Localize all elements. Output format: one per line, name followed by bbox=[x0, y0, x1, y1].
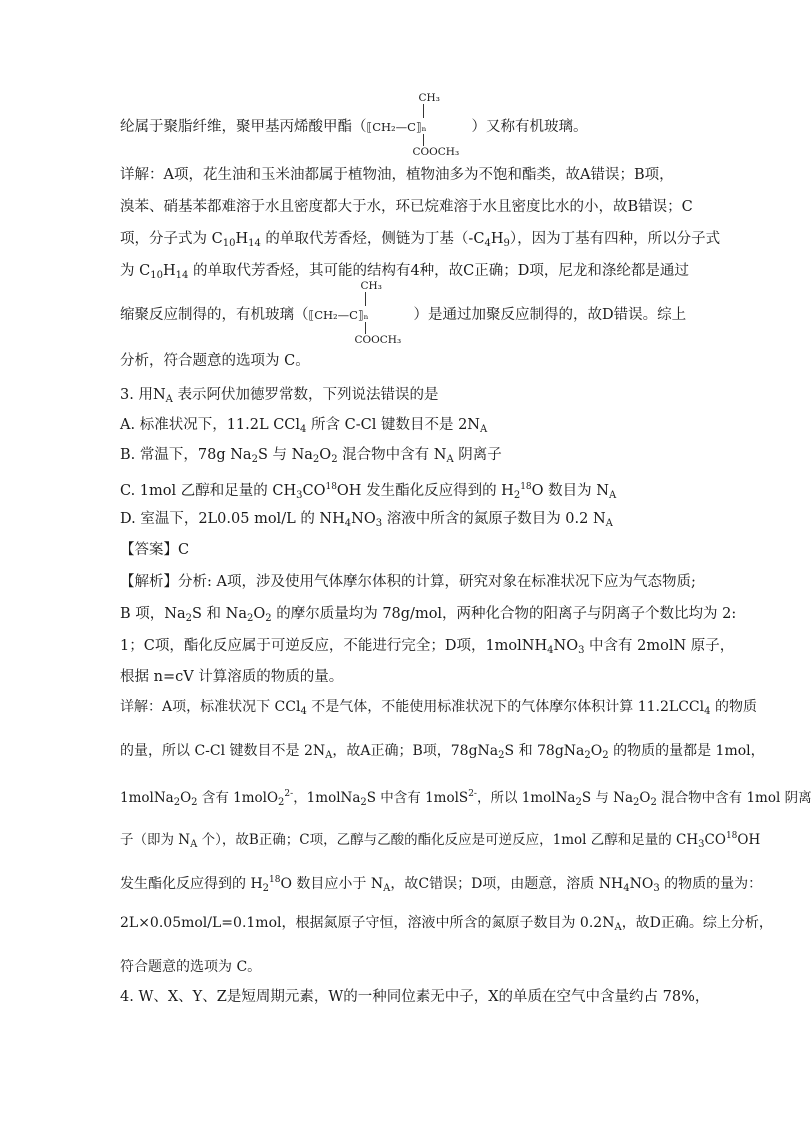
text-line-3 bbox=[120, 198, 693, 216]
pmma-structure-formula bbox=[366, 92, 472, 158]
text-run: 4 bbox=[300, 706, 307, 717]
text-run: 2 bbox=[312, 454, 320, 465]
text-run: 2 bbox=[602, 750, 609, 761]
text-run: 阴离子 bbox=[453, 447, 502, 463]
text-run: A bbox=[190, 839, 198, 850]
text-run: 的摩尔质量均为 78g/mol，两种化合物的阳离子与阴离子个数比均为 2: bbox=[271, 606, 737, 622]
text-run: O 数目应小于 N bbox=[280, 876, 384, 892]
detail-line-4 bbox=[120, 826, 760, 855]
text-run: 3 bbox=[296, 490, 303, 501]
text-run: 2 bbox=[265, 613, 272, 624]
text-run: 2- bbox=[468, 789, 477, 799]
detail-line-3 bbox=[120, 784, 812, 813]
text-run: 个），故B正确；C项，乙醇与乙酸的酯化反应是可逆反应，1mol 乙醇和足量的 CH bbox=[197, 832, 699, 848]
text-run: A bbox=[608, 490, 617, 501]
text-run: H bbox=[490, 231, 504, 247]
text-run: NO bbox=[553, 638, 579, 654]
text-run: 表示阿伏加德罗常数，下列说法错误的是 bbox=[172, 387, 439, 403]
text-run: D. 室温下，2L0.05 mol/L 的 NH bbox=[120, 511, 345, 527]
analysis-line-4 bbox=[120, 668, 343, 686]
text-run: 2 bbox=[262, 883, 270, 894]
text-run: 14 bbox=[248, 238, 261, 249]
text-run: 为 C bbox=[120, 263, 151, 279]
text-run: 子（即为 N bbox=[120, 832, 191, 848]
text-run: 所含 C-Cl 键数目不是 2N bbox=[306, 417, 480, 433]
text-run: 溶液中所含的氮原子数目为 0.2 N bbox=[382, 511, 606, 527]
text-run: 2 bbox=[191, 797, 198, 808]
text-run: A bbox=[383, 883, 391, 894]
ester-group: COOCH₃ bbox=[354, 334, 402, 346]
methyl-group: CH₃ bbox=[418, 92, 440, 104]
analysis-line-3 bbox=[120, 637, 734, 660]
text-run: 不是气体，不能使用标准状况下的气体摩尔体积计算 11.2LCCl bbox=[306, 699, 705, 715]
text-run: 分析，符合题意的选项为 C。 bbox=[120, 353, 310, 369]
text-run: 4 bbox=[344, 518, 352, 529]
text-run: OH bbox=[737, 832, 761, 848]
text-run: 2L×0.05mol/L=0.1mol，根据氮原子守恒，溶液中所含的氮原子数目为 0.2N bbox=[120, 915, 615, 931]
text-run: 2 bbox=[575, 797, 582, 808]
text-run: 根据 n=cV 计算溶质的物质的量。 bbox=[120, 669, 344, 685]
text-run: A bbox=[165, 394, 173, 405]
text-run: ）又称有机玻璃。 bbox=[471, 119, 588, 135]
text-run: 3. 用N bbox=[120, 387, 166, 403]
text-run: 的物质 bbox=[710, 699, 757, 715]
text-run: NO bbox=[629, 876, 654, 892]
text-run: A bbox=[325, 750, 333, 761]
text-run: S 与 Na bbox=[581, 790, 634, 806]
text-run: 4. W、X、Y、Z是短周期元素，W的一种同位素无中子，X的单质在空气中含量约占 78%， bbox=[120, 989, 710, 1005]
text-run: 符合题意的选项为 C。 bbox=[120, 959, 262, 975]
text-run: 2 bbox=[633, 797, 640, 808]
option-d bbox=[120, 510, 613, 533]
text-run: 的单取代芳香烃，侧链为丁基（-C bbox=[260, 231, 485, 247]
text-run: 缩聚反应制得的，有机玻璃（ bbox=[120, 307, 309, 323]
text-run: A. 标准状况下，11.2L CCl bbox=[120, 417, 301, 433]
text-run: 2 bbox=[251, 454, 258, 465]
text-run: A bbox=[480, 424, 488, 435]
methyl-group: CH₃ bbox=[360, 280, 382, 292]
text-line-2 bbox=[120, 166, 674, 184]
text-line-4 bbox=[120, 230, 720, 253]
option-c bbox=[120, 478, 616, 505]
question-3-stem bbox=[120, 386, 438, 409]
text-run: S 与 Na bbox=[257, 447, 313, 463]
detail-line-7 bbox=[120, 957, 261, 977]
text-run: 3 bbox=[653, 883, 660, 894]
text-run: ）是通过加聚反应制得的，故D错误。综上 bbox=[413, 307, 687, 323]
text-run: ），因为丁基有四种，所以分子式 bbox=[509, 231, 721, 247]
text-run: 【解析】分析: A项，涉及使用气体摩尔体积的计算，研究对象在标准状况下应为气态物质; bbox=[120, 574, 696, 590]
text-run: 混合物中含有 N bbox=[337, 447, 447, 463]
detail-line-5 bbox=[120, 870, 762, 899]
text-run: 4 bbox=[484, 238, 491, 249]
bond-line bbox=[365, 292, 366, 306]
text-run: 详解：A项，花生油和玉米油都属于植物油，植物油多为不饱和酯类，故A错误；B项， bbox=[120, 167, 674, 183]
option-b bbox=[120, 446, 502, 469]
text-run: 9 bbox=[503, 238, 510, 249]
text-run: 的量，所以 C-Cl 键数目不是 2N bbox=[120, 743, 326, 759]
text-run: 2 bbox=[498, 750, 505, 761]
polymer-chain: ⟦CH₂—C⟧ₙ bbox=[366, 120, 427, 134]
text-run: 2 bbox=[173, 797, 181, 808]
text-run: 10 bbox=[222, 238, 236, 249]
text-run: H bbox=[162, 263, 176, 279]
text-run: ，故A正确；B项，78gNa bbox=[332, 743, 499, 759]
text-run: NO bbox=[351, 511, 376, 527]
text-run: C. 1mol 乙醇和足量的 CH bbox=[120, 483, 297, 499]
text-run: 发生酯化反应得到的 H bbox=[120, 876, 263, 892]
text-run: 2 bbox=[278, 797, 285, 808]
text-run: 【答案】C bbox=[120, 542, 190, 558]
text-run: OH 发生酯化反应得到的 H bbox=[336, 483, 514, 499]
analysis-line-2 bbox=[120, 605, 736, 628]
text-run: O bbox=[319, 447, 332, 463]
text-run: 含有 1molO bbox=[197, 790, 279, 806]
text-run: ，故C错误；D项，由题意，溶质 NH bbox=[390, 876, 624, 892]
text-run: A bbox=[614, 922, 622, 933]
text-run: S 和 78gNa bbox=[504, 743, 585, 759]
text-run: 4 bbox=[300, 424, 307, 435]
text-run: CO bbox=[302, 483, 326, 499]
text-run: H bbox=[235, 231, 249, 247]
text-run: ，1molNa bbox=[293, 790, 361, 806]
text-run: O 数目为 N bbox=[531, 483, 609, 499]
text-run: 2 bbox=[331, 454, 338, 465]
text-run: 2 bbox=[584, 750, 591, 761]
text-run: 纶属于聚脂纤维，聚甲基丙烯酸甲酯（ bbox=[120, 119, 367, 135]
text-run: A bbox=[446, 454, 454, 465]
text-run: 2 bbox=[246, 613, 254, 624]
text-line-1 bbox=[120, 92, 588, 158]
text-run: 详解：A项，标准状况下 CCl bbox=[120, 699, 301, 715]
text-run: 3 bbox=[698, 839, 705, 850]
text-run: B 项，Na bbox=[120, 606, 186, 622]
text-run: 混合物中含有 1mol 阴离 bbox=[656, 790, 812, 806]
text-run: A bbox=[605, 518, 613, 529]
option-a bbox=[120, 416, 487, 439]
text-run: S 和 Na bbox=[191, 606, 247, 622]
text-run: O bbox=[590, 743, 603, 759]
ester-group: COOCH₃ bbox=[412, 146, 460, 158]
text-run: B. 常温下，78g Na bbox=[120, 447, 252, 463]
text-run: 1molNa bbox=[120, 790, 174, 806]
text-run: O bbox=[180, 790, 192, 806]
text-run: 18 bbox=[325, 482, 337, 492]
text-run: ，故D正确。综上分析， bbox=[621, 915, 773, 931]
text-run: 18 bbox=[269, 875, 281, 885]
text-run: 的单取代芳香烃，其可能的结构有4种，故C正确；D项，尼龙和涤纶都是通过 bbox=[188, 263, 689, 279]
text-run: 18 bbox=[725, 831, 738, 841]
detail-line-6 bbox=[120, 913, 773, 938]
text-run: 中含有 2molN 原子， bbox=[584, 638, 735, 654]
text-run: 2- bbox=[284, 789, 294, 799]
text-line-5 bbox=[120, 262, 689, 285]
text-run: 2 bbox=[650, 797, 657, 808]
text-run: 的物质的量都是 1mol， bbox=[608, 743, 765, 759]
text-run: O bbox=[253, 606, 266, 622]
text-run: CO bbox=[704, 832, 726, 848]
detail-line-2 bbox=[120, 741, 765, 766]
text-run: 4 bbox=[623, 883, 630, 894]
text-run: 14 bbox=[175, 270, 189, 281]
text-run: ，所以 1molNa bbox=[476, 790, 576, 806]
bond-line bbox=[423, 104, 424, 118]
text-run: 4 bbox=[704, 706, 711, 717]
text-run: 4 bbox=[547, 645, 554, 656]
text-run: S 中含有 1molS bbox=[366, 790, 469, 806]
analysis-line-1 bbox=[120, 573, 696, 591]
detail-line-1 bbox=[120, 697, 757, 722]
answer-line bbox=[120, 541, 189, 559]
text-run: 1；C项，酯化反应属于可逆反应，不能进行完全；D项，1molNH bbox=[120, 638, 548, 654]
polymer-chain: ⟦CH₂—C⟧ₙ bbox=[308, 308, 369, 322]
text-run: 3 bbox=[578, 645, 585, 656]
text-run: 10 bbox=[150, 270, 163, 281]
pmma-structure-formula bbox=[308, 280, 414, 346]
text-run: 的物质的量为： bbox=[659, 876, 763, 892]
text-run: 项，分子式为 C bbox=[120, 231, 223, 247]
text-line-7 bbox=[120, 352, 310, 370]
text-run: 2 bbox=[513, 490, 521, 501]
text-run: 溴苯、硝基苯都难溶于水且密度都大于水，环已烷难溶于水且密度比水的小，故B错误；C bbox=[120, 199, 693, 215]
text-run: 18 bbox=[520, 482, 532, 492]
text-run: 2 bbox=[360, 797, 367, 808]
text-line-6 bbox=[120, 280, 687, 346]
text-run: 3 bbox=[375, 518, 383, 529]
text-run: O bbox=[639, 790, 651, 806]
text-run: 2 bbox=[185, 613, 192, 624]
question-4-stem bbox=[120, 988, 709, 1006]
